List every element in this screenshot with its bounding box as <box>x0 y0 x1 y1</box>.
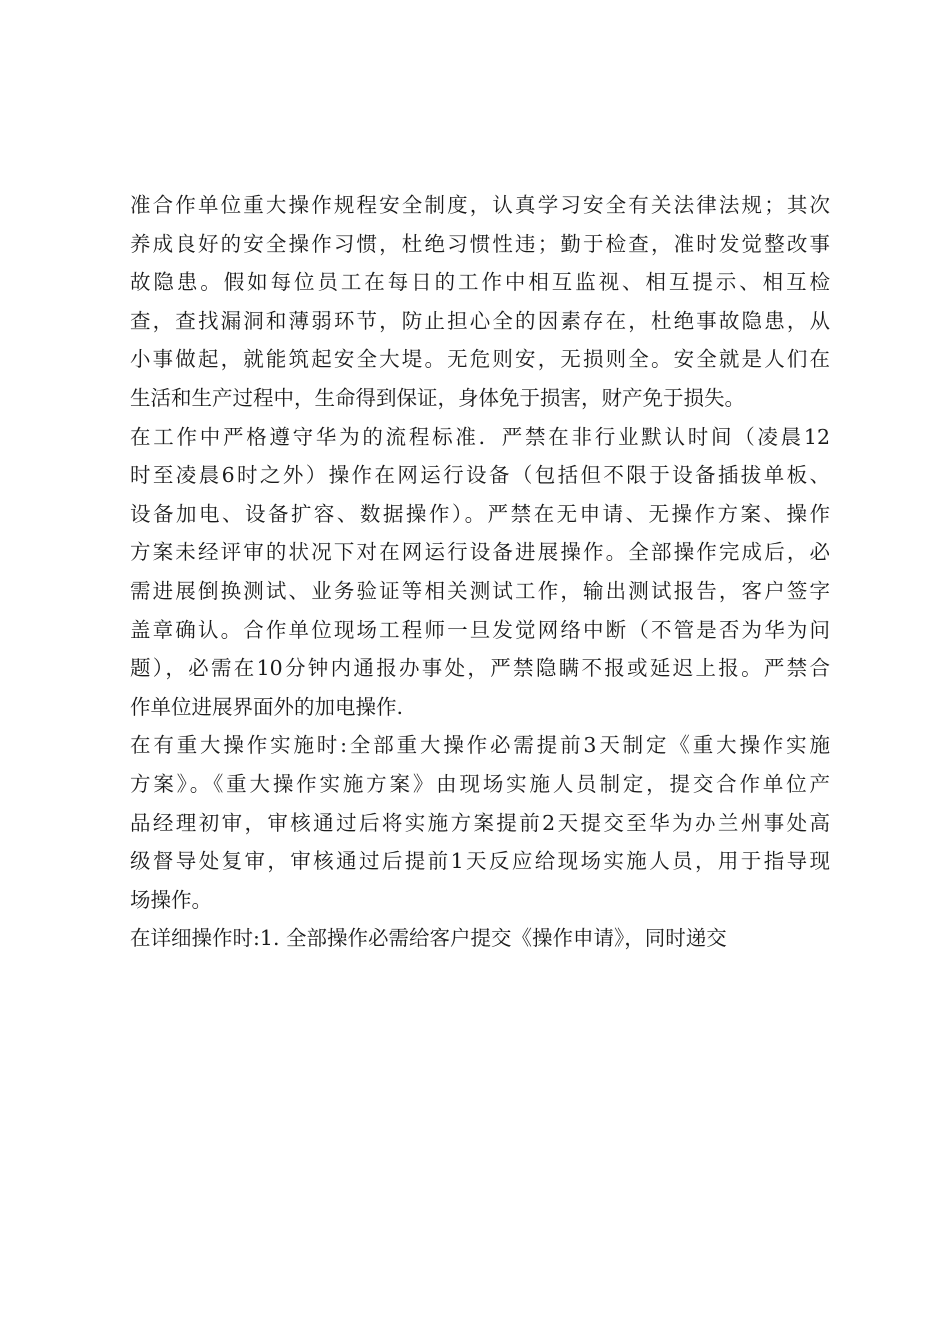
text-line: 故隐患。假如每位员工在每日的工作中相互监视、相互提示、相互检 <box>130 270 830 295</box>
paragraph <box>130 186 830 418</box>
paragraph <box>130 919 830 958</box>
text-line: 准合作单位重大操作规程安全制度，认真学习安全有关法律法规；其次 <box>130 193 830 217</box>
paragraph <box>130 726 830 919</box>
text-line: 需进展倒换测试、业务验证等相关测试工作，输出测试报告，客户签字 <box>130 578 830 603</box>
text-line: 在有重大操作实施时:全部重大操作必需提前3天制定《重大操作实施 <box>130 733 830 758</box>
text-line: 设备加电、设备扩容、数据操作）。严禁在无申请、无操作方案、操作 <box>130 501 830 526</box>
text-line: 在工作中严格遵守华为的流程标准．严禁在非行业默认时间（凌晨12 <box>130 424 830 449</box>
text-line: 时至凌晨6时之外）操作在网运行设备（包括但不限于设备插拔单板、 <box>130 463 830 488</box>
text-line: 级督导处复审，审核通过后提前1天反应给现场实施人员，用于指导现 <box>130 849 830 874</box>
text-line: 生活和生产过程中，生命得到保证，身体免于损害，财产免于损失。 <box>130 385 745 410</box>
text-line: 养成良好的安全操作习惯，杜绝习惯性违；勤于检查，准时发觉整改事 <box>130 231 830 256</box>
text-line: 查，查找漏洞和薄弱环节，防止担心全的因素存在，杜绝事故隐患，从 <box>130 308 830 333</box>
text-line: 方案未经评审的状况下对在网运行设备进展操作。全部操作完成后，必 <box>130 540 830 565</box>
text-line: 方案》。《重大操作实施方案》由现场实施人员制定，提交合作单位产 <box>130 771 830 796</box>
text-line: 品经理初审，审核通过后将实施方案提前2天提交至华为办兰州事处高 <box>130 810 830 835</box>
text-line: 场操作。 <box>130 887 212 912</box>
text-line: 小事做起，就能筑起安全大堤。无危则安，无损则全。安全就是人们在 <box>130 347 830 372</box>
paragraph <box>130 418 830 727</box>
text-line: 盖章确认。合作单位现场工程师一旦发觉网络中断（不管是否为华为问 <box>130 617 830 642</box>
document-body <box>130 186 830 958</box>
text-line: 在详细操作时:1. 全部操作必需给客户提交《操作申请》，同时递交 <box>130 926 727 951</box>
text-line: 作单位进展界面外的加电操作. <box>130 694 404 719</box>
text-line: 题），必需在10分钟内通报办事处，严禁隐瞒不报或延迟上报。严禁合 <box>130 656 830 681</box>
